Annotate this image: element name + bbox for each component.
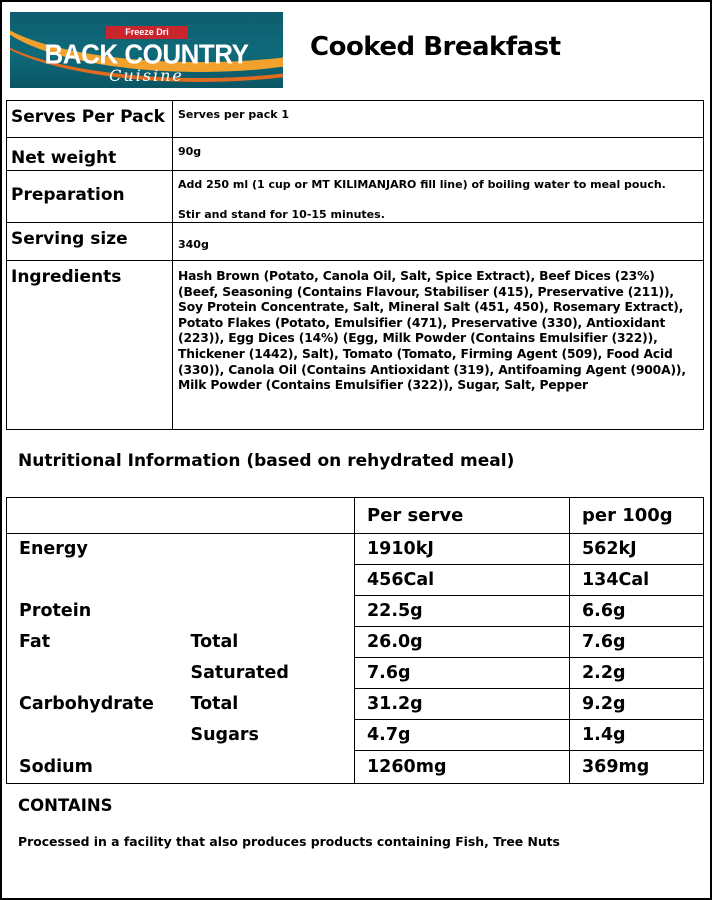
nutrition-row: [7, 596, 704, 627]
info-row-serves: [7, 101, 704, 138]
info-value: 340g: [173, 223, 704, 261]
info-row-preparation: [7, 171, 704, 223]
nutrient-sub: [179, 565, 355, 596]
nutrient-per-100g: 134Cal: [570, 565, 704, 596]
nutrient-per-serve: 4.7g: [355, 720, 570, 751]
nutrient-name: [7, 658, 179, 689]
info-row-ingredients: [7, 261, 704, 430]
nutrient-per-100g: 9.2g: [570, 689, 704, 720]
info-value: [173, 171, 704, 223]
nutrient-name: Sodium: [7, 751, 179, 784]
nutrient-per-serve: 26.0g: [355, 627, 570, 658]
nutrient-sub: Saturated: [179, 658, 355, 689]
product-info-table: [6, 100, 704, 430]
info-label: Ingredients: [7, 261, 173, 430]
header-per-serve: Per serve: [355, 498, 570, 534]
nutrient-sub: Sugars: [179, 720, 355, 751]
nutrient-name: Energy: [7, 534, 179, 565]
nutrient-per-serve: 7.6g: [355, 658, 570, 689]
product-title: Cooked Breakfast: [310, 32, 561, 62]
nutrition-row: [7, 751, 704, 784]
nutrient-per-serve: 22.5g: [355, 596, 570, 627]
contains-heading: CONTAINS: [18, 796, 113, 815]
info-label: Preparation: [7, 171, 173, 223]
nutrition-row: [7, 689, 704, 720]
header-blank: [7, 498, 179, 534]
nutrition-row: [7, 627, 704, 658]
nutrient-per-serve: 1260mg: [355, 751, 570, 784]
nutrient-name: [7, 720, 179, 751]
nutrient-name: Carbohydrate: [7, 689, 179, 720]
preparation-step-2: Stir and stand for 10-15 minutes.: [178, 208, 385, 221]
nutrient-sub: Total: [179, 627, 355, 658]
nutrient-per-100g: 1.4g: [570, 720, 704, 751]
contains-text: Processed in a facility that also produces products containing Fish, Tree Nuts: [18, 834, 560, 849]
nutrition-row: [7, 565, 704, 596]
logo-brand-text: BACK COUNTRY: [44, 38, 249, 70]
brand-logo: [10, 12, 283, 88]
info-value-ingredients: Hash Brown (Potato, Canola Oil, Salt, Spice Extract), Beef Dices (23%) (Beef, Seasoning (Contains Flavour, Stabiliser (415), Preservative (211)), Soy Protein Concentrate, Salt, Mineral Salt (451, 450), Rosemary Extract), Potato Flakes (Potato, Emulsifier (471), Preservative (330), Antioxidant (223)), Egg Dices (14%) (Egg, Milk Powder (Contains Emulsifier (322)), Thickener (1442), Salt), Tomato (Tomato, Firming Agent (509), Food Acid (330)), Canola Oil (Contains Antioxidant (319), Antifoaming Agent (900A)), Milk Powder (Contains Emulsifier (322)), Sugar, Salt, Pepper: [173, 261, 704, 430]
nutrient-per-serve: 31.2g: [355, 689, 570, 720]
nutrient-sub: [179, 534, 355, 565]
info-row-net-weight: [7, 138, 704, 171]
info-label: Serves Per Pack: [7, 101, 173, 138]
info-row-serving-size: [7, 223, 704, 261]
info-value: 90g: [173, 138, 704, 171]
info-label: Net weight: [7, 138, 173, 171]
preparation-step-1: Add 250 ml (1 cup or MT KILIMANJARO fill line) of boiling water to meal pouch.: [178, 178, 666, 191]
nutrition-row: [7, 658, 704, 689]
nutrient-per-serve: 1910kJ: [355, 534, 570, 565]
logo-badge: Freeze Dri: [106, 26, 188, 39]
nutrient-sub: [179, 596, 355, 627]
info-label: Serving size: [7, 223, 173, 261]
logo-sub-text: Cuisine: [109, 66, 184, 85]
nutrient-per-100g: 2.2g: [570, 658, 704, 689]
nutrient-name: Protein: [7, 596, 179, 627]
nutrient-per-100g: 562kJ: [570, 534, 704, 565]
nutrition-header-row: [7, 498, 704, 534]
nutrient-per-100g: 6.6g: [570, 596, 704, 627]
header-blank: [179, 498, 355, 534]
nutrition-row: [7, 534, 704, 565]
nutrient-name: [7, 565, 179, 596]
nutrient-per-100g: 369mg: [570, 751, 704, 784]
nutrition-table: [6, 497, 704, 784]
nutrition-heading: Nutritional Information (based on rehydrated meal): [18, 451, 515, 471]
nutrient-sub: Total: [179, 689, 355, 720]
info-value: Serves per pack 1: [173, 101, 704, 138]
nutrient-sub: [179, 751, 355, 784]
header-per-100g: per 100g: [570, 498, 704, 534]
nutrient-per-serve: 456Cal: [355, 565, 570, 596]
nutrient-name: Fat: [7, 627, 179, 658]
nutrient-per-100g: 7.6g: [570, 627, 704, 658]
nutrition-row: [7, 720, 704, 751]
